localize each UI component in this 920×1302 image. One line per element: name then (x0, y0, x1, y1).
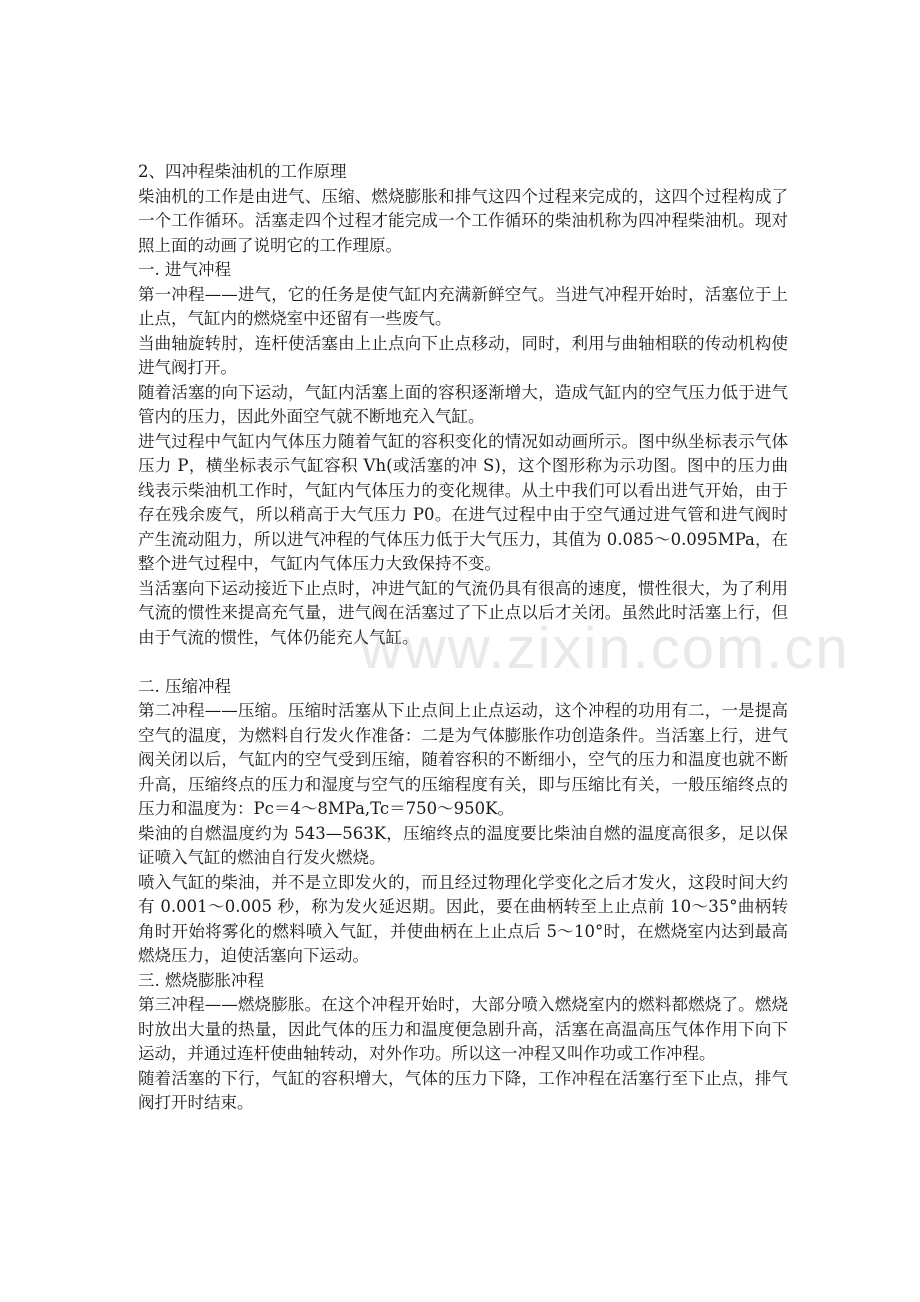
paragraph: 随着活塞的下行，气缸的容积增大，气体的压力下降，工作冲程在活塞行至下止点，排气阀打开时结束。 (138, 1068, 788, 1112)
paragraph: 随着活塞的向下运动，气缸内活塞上面的容积逐渐增大，造成气缸内的空气压力低于进气管内的压力，因此外面空气就不断地充入气缸。 (138, 382, 788, 426)
paragraph: 进气过程中气缸内气体压力随着气缸的容积变化的情况如动画所示。图中纵坐标表示气体压力 P，横坐标表示气缸容积 Vh(或活塞的冲 S)，这个图形称为示功图。图中的压力曲线表示柴油机工作时，气缸内气体压力的变化规律。从土中我们可以看出进气开始，由于存在残余废气，所以稍高于大气压力 P0。在进气过程中由于空气通过进气管和进气阀时产生流动阻力，所以进气冲程的气体压力低于大气压力，其值为 0.085～0.095MPa，在整个进气过程中，气缸内气体压力大致保持不变。 (138, 431, 788, 573)
paragraph: 第一冲程——进气，它的任务是使气缸内充满新鲜空气。当进气冲程开始时，活塞位于上止点，气缸内的燃烧室中还留有一些废气。 (138, 284, 788, 328)
section-heading: 二. 压缩冲程 (138, 676, 231, 696)
intro-paragraph: 柴油机的工作是由进气、压缩、燃烧膨胀和排气这四个过程来完成的，这四个过程构成了一个工作循环。活塞走四个过程才能完成一个工作循环的柴油机称为四冲程柴油机。现对照上面的动画了说明它的工作理原。 (138, 186, 788, 255)
section-combustion (138, 969, 788, 1116)
document-title: 2、四冲程柴油机的工作原理 (138, 162, 347, 181)
section-compression (138, 675, 788, 969)
spacer (138, 650, 788, 675)
paragraph: 喷入气缸的柴油，并不是立即发火的，而且经过物理化学变化之后才发火，这段时间大约有 0.001～0.005 秒，称为发火延迟期。因此，要在曲柄转至上止点前 10～35°曲柄转角时开始将雾化的燃料喷入气缸，并使曲柄在上止点后 5～10°时，在燃烧室内达到最高燃烧压力，迫使活塞向下运动。 (138, 872, 788, 965)
document-body (138, 160, 788, 1116)
section-intake (138, 258, 788, 650)
section-heading: 三. 燃烧膨胀冲程 (138, 970, 264, 990)
section-heading: 一. 进气冲程 (138, 260, 231, 279)
paragraph: 第二冲程——压缩。压缩时活塞从下止点间上止点运动，这个冲程的功用有二，一是提高空气的温度，为燃料自行发火作准备：二是为气体膨胀作功创造条件。当活塞上行，进气阀关闭以后，气缸内的空气受到压缩，随着容积的不断细小，空气的压力和温度也就不断升高，压缩终点的压力和湿度与空气的压缩程度有关，即与压缩比有关，一般压缩终点的压力和温度为：Pc＝4～8MPa,Tc＝750～950K。 (138, 701, 788, 818)
paragraph: 第三冲程——燃烧膨胀。在这个冲程开始时，大部分喷入燃烧室内的燃料都燃烧了。燃烧时放出大量的热量，因此气体的压力和温度便急剧升高，活塞在高温高压气体作用下向下运动，并通过连杆使曲轴转动，对外作功。所以这一冲程又叫作功或工作冲程。 (138, 995, 788, 1063)
paragraph: 柴油的自燃温度约为 543—563K，压缩终点的温度要比柴油自燃的温度高很多，足以保证喷入气缸的燃油自行发火燃烧。 (138, 823, 788, 867)
watermark: www.zixin.com.cn (360, 616, 850, 681)
paragraph: 当活塞向下运动接近下止点时，冲进气缸的气流仍具有很高的速度，惯性很大，为了利用气流的惯性来提高充气量，进气阀在活塞过了下止点以后才关闭。虽然此时活塞上行，但由于气流的惯性，气体仍能充人气缸。 (138, 578, 788, 647)
paragraph: 当曲轴旋转肘，连杆使活塞由上止点向下止点移动，同时，利用与曲轴相联的传动机构使进气阀打开。 (138, 333, 788, 377)
